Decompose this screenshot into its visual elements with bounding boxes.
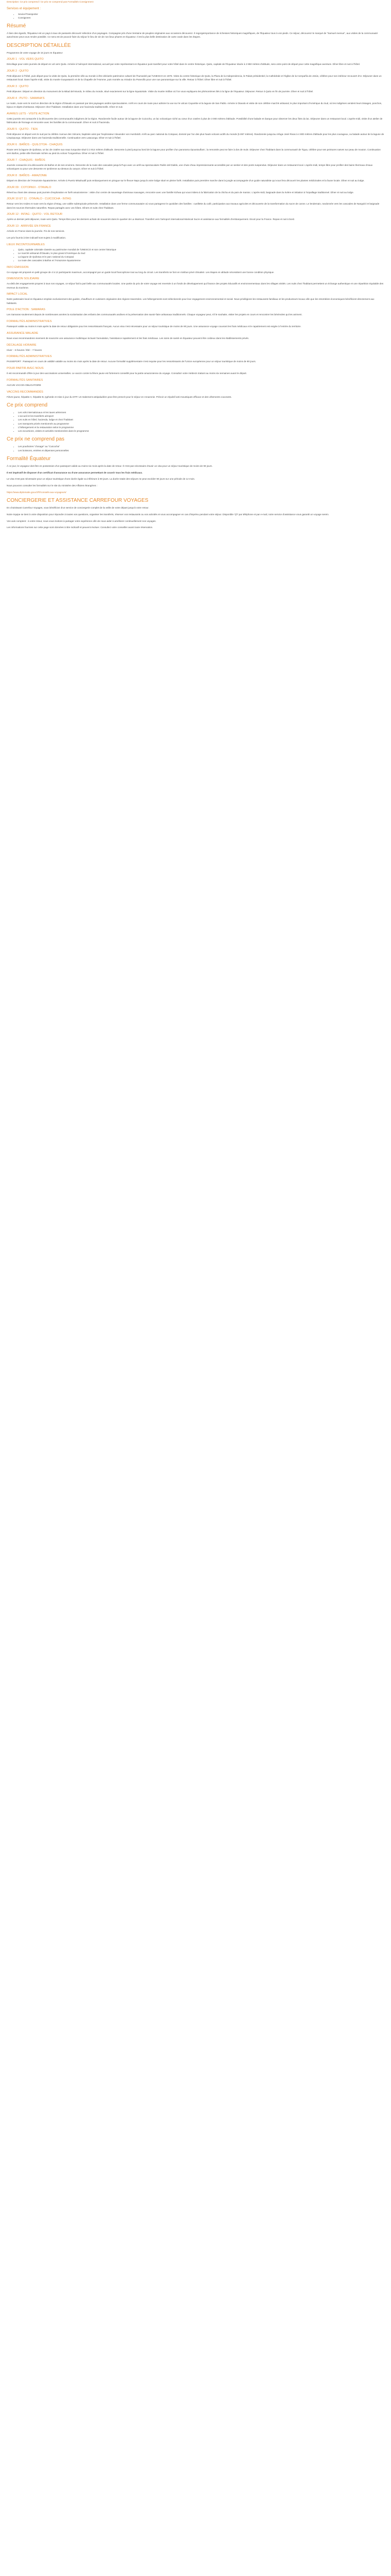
concierge-p2: Notre équipe se tient à votre disposition pour répondre à toutes vos questions, organiser les transferts, réserver vos restaurants ou vos activités et vous accompagner en cas d'imprévu pendant votre séjour. Disponible 7j/7 par téléphone et par e-mail, notre service d'assistance vous garantit un voyage serein. <box>7 513 330 516</box>
block-text: Il est recommandé d'être à jour des vaccinations universelles. Le vaccin contre la fièvre jaune est fortement conseillé pour la partie amazonienne du voyage. Consultez votre médecin traitant au moins six semaines avant le départ. <box>7 372 247 375</box>
concierge-p3: Vos avis comptent : à votre retour, nous vous invitons à partager votre expérience afin de nous aider à améliorer continuellement nos voyages. <box>7 519 156 522</box>
list-item: • Les pourboires "d'usage" au "Cuicocha" <box>18 445 384 448</box>
price-excludes-list <box>7 445 384 452</box>
concierge-title: CONCIERGERIE ET ASSISTANCE CARREFOUR VOYAGES <box>7 498 149 503</box>
list-item: • Les excursions, visites et activités mentionnées dans le programme <box>18 429 384 433</box>
block-text: Notre partenaire local en Équateur emploie exclusivement des guides, chauffeurs et cuisiniers originaires des régions traversées. Les hébergements sont sélectionnés pour leur engagement environnemental et social. Nous privilégions les restaurants familiaux et les producteurs locaux afin que les retombées économiques bénéficient directement aux habitants. <box>7 298 374 304</box>
resume-title: Résumé <box>7 23 26 29</box>
day-heading: JOUR 3 : QUITO <box>7 85 29 88</box>
day-heading: JOUR 13 : ARRIVÉE EN FRANCE <box>7 225 51 228</box>
day-heading: JOUR 1 : VOL VERS QUITO <box>7 58 44 61</box>
list-item: • La lagune de Quilotoa et le parc national du Cotopaxi <box>18 255 384 259</box>
block-text: Hiver : -6 heures / Été : -7 heures <box>7 348 42 351</box>
resume-paragraph: À bien des égards, l'Équateur est un pays à taux de passants découvrir sélection d'un paysages. Compagnie pris d'une trentaine de peuples originaires aux occasions découvrez. Il regorgeimportance de richesses historiques magnifiques, de l'Équateur tous à vos pieds. Ce séjour, découvrez le marqué de "Samuel Avenue", aux visites de la communauté autochtone peut vous rendre possible. Ce sera est de pouvoir faire du séjour le lieu de vie de nos lieux phares en Équateur. Il est la plus belle destination de carte ovale dans les étapes. <box>7 32 378 39</box>
block-heading: INFO ÉMISSION <box>7 265 29 269</box>
price-excludes-title: Ce prix ne comprend pas <box>7 436 64 443</box>
block-text: PASSEPORT : Passeport en cours de validité valable au moins six mois après la date de retour. Aucune formalité supplémentaire n'est requise pour les ressortissants de l'Union européenne pour un séjour touristique de moins de 90 jours. <box>7 360 256 363</box>
price-includes-list <box>7 411 384 433</box>
breadcrumb: Description: Ce prix comprend / Ce prix ne comprend pas Formalités Consignment <box>7 1 93 3</box>
day-heading: JOUR 7 : CHAQUIS - BAÑOS <box>7 158 45 162</box>
formalities-link[interactable]: https://www.diplomatie.gouv.fr/fr/conseils-aux-voyageurs/ <box>7 490 67 494</box>
formalities-p1: À ce jour, le voyageur doit être en possession d'un passeport valide au moins six mois après la date de retour. Il n'est pas nécessaire d'avoir un visa pour un séjour touristique de moins de 90 jours. <box>7 464 213 467</box>
list-item: • Les nuits en hôtel, hacienda, lodge et chez l'habitant <box>18 418 384 421</box>
services-heading: Services et équipement : <box>7 7 41 11</box>
formalities-title: Formalité Équateur <box>7 455 51 462</box>
day-heading: JOUR 09 : COTOPAXI - OTAVALO <box>7 185 52 189</box>
block-heading: POUR PARTIR AVEC NOUS <box>7 367 44 370</box>
block-heading: ASSURANCE MALADIE <box>7 331 38 335</box>
blocks-container <box>7 265 384 399</box>
list-item: • Les vols internationaux et les taxes aériennes <box>18 411 384 414</box>
included-list <box>7 248 384 263</box>
block-text: Fièvre jaune, hépatite A, hépatite B, typhoïde et mise à jour du DTP. Un traitement antipaludéen peut être prescrit pour le séjour en Amazonie. Prévoir un répulsif anti-moustiques efficace et des vêtements couvrants. <box>7 395 232 398</box>
day-text: Petit déjeuner et départ vers le sud par la célèbre Avenue des Volcans, baptisée ainsi par l'explorateur Alexander von Humboldt. Arrêt au parc national du Cotopaxi, dominé par l'un des plus hauts volcans actifs du monde (5 897 mètres). Randonnée jusqu'au refuge José Rivas à 4 800 mètres d'altitude pour les plus courageux, ou balade autour de la lagune de Limpiopungo. Déjeuner dans une hacienda traditionnelle. Continuation vers Latacunga. Dîner et nuit à l'hôtel. <box>7 132 384 139</box>
day-heading: JOUR 2 : QUITO <box>7 70 29 73</box>
list-item: • Les transports privés mentionnés au programme <box>18 422 384 426</box>
block-text: Au-delà des engagements propres à tous nos voyages, ce séjour fait la part belle aux communautés locales. Une partie du prix de votre voyage est reversée à un fonds de développement qui finance des projets éducatifs et environnementaux dans les villages visités. Les nuits chez l'habitant permettent un échange authentique et une répartition équitable des revenus du tourisme. <box>7 282 384 289</box>
page <box>0 0 391 530</box>
day-text: Décollage pour votre journée de départ en vol vers Quito. Arrivée à l'aéroport international, accueil par votre représentant en Équateur puis transfert pour votre hôtel dans le centre historique. Quito, capitale de l'Équateur située à 2 850 mètres d'altitude, sera votre point de départ pour cette magnifique aventure. Dîner libre et nuit à l'hôtel. <box>7 63 361 66</box>
list-item: • Quito, capitale coloniale classée au patrimoine mondial de l'UNESCO et son centre historique <box>18 248 384 251</box>
day-text: Journée consacrée à la découverte de Baños et de ses environs. Descente de la route des cascades jusqu'à Puyo avec un arrêt au spectaculaire Pailón del Diablo, une chute d'eau impressionnante accessible par un sentier et des ponts suspendus. Déjeuner dans un restaurant local. L'après-midi, temps libre pour profiter des bains thermaux d'eaux volcaniques ou pour une descente en tyrolienne au-dessus du canyon. Dîner et nuit à l'hôtel. <box>7 163 373 170</box>
block-text: Les Samaras soutiennent depuis de nombreuses années la scolarisation des enfants des communautés andines et la préservation des savoir-faire artisanaux traditionnels. Chaque voyageur peut, s'il le souhaite, visiter les projets en cours et rencontrer les bénévoles qui les animent. <box>7 313 302 316</box>
block-heading: FORMALITÉS SANITAIRES <box>7 378 43 382</box>
formalities-p4: Nous pouvons consulter les formalités sur le site du ministère des Affaires étrangères : <box>7 484 97 487</box>
formalities-p3: Le visa n'est pas nécessaire pour un séjour touristique d'une durée égale ou inférieure à 90 jours. La durée totale des séjours ne peut excéder 90 jours sur une période de 12 mois. <box>7 478 195 481</box>
services-list <box>7 12 384 20</box>
day-text: Petit déjeuner. Départ en direction du monument de la Mitad del Mundo, le milieu du monde, situé exactement sur la ligne équatoriale. Visite du musée Intiñan où l'on vous expliquera les phénomènes liés à la ligne de l'équateur. Déjeuner. Retour à Quito en fin de journée. Dîner et nuit à l'hôtel. <box>7 90 314 93</box>
day-text: Arrivée en France dans la journée. Fin de nos services. <box>7 230 65 232</box>
block-heading: VACCINS RECOMMANDÉS <box>7 390 43 394</box>
list-item: • L'hébergement et la restauration selon le programme <box>18 426 384 429</box>
day-heading: JOUR 10 ET 11 : OTAVALO - CUICOCHA - INTAG <box>7 197 71 201</box>
day-heading: JOUR 4 : PUTO - SAMANA'S <box>7 96 45 100</box>
concierge-p4: Les informations fournies sur cette page sont données à titre indicatif et peuvent évoluer. Consultez votre conseiller avant toute réservation. <box>7 526 153 529</box>
block-heading: FORMALITÉS ADMINISTRATIVES <box>7 355 52 359</box>
block-text: Nous vous recommandons vivement de souscrire une assurance multirisque incluant l'annulation, l'assistance rapatriement et les frais médicaux. Les soins de santé en Équateur peuvent être coûteux dans les établissements privés. <box>7 336 249 340</box>
day-text: Petit déjeuner à l'hôtel, puis départ pour la visite de Quito, la première ville au monde à être déclarée patrimoine culturel de l'humanité par l'UNESCO en 1978. Visite du centre historique de Quito, la Plaza de la Independencia, le Palais présidentiel, la Cathédrale et l'église de la Compañía de Jesús, célèbre pour son intérieur recouvert d'or. Déjeuner dans un restaurant local. Dans l'après-midi, visite du musée Guayasamín et de la Chapelle de l'Homme, puis montée au mirador du Panecillo pour une vue panoramique sur la ville. Retour à l'hôtel. Dîner libre et nuit à l'hôtel. <box>7 75 382 81</box>
list-item: • Les boissons, entrées et dépenses personnelles <box>18 449 384 452</box>
list-item: • La route des cascades à Baños et l'Amazonie équatorienne <box>18 259 384 262</box>
day-heading: AVARES LETS - VISITE ACTION <box>7 112 50 115</box>
formalities-p2: Il est impératif de disposer d'un certificat d'assurance ou d'une assurance permettant de couvrir tous les frais médicaux. <box>7 471 143 474</box>
day-text: Le matin, route vers le nord en direction de la région d'Otavalo en passant par des paysages andins spectaculaires. Arrêt en cours de route pour admirer la vue sur le volcan Cayambe et la lagune de San Pablo. Arrivée à Otavalo et visite de son célèbre marché artisanal, le plus important d'Amérique du Sud, où les indigènes vendent leurs tissages, ponchos, bijoux et objets d'artisanat. Déjeuner chez l'habitant. Installation dans une hacienda traditionnelle. Dîner et nuit. <box>7 101 382 108</box>
day-heading: JOUR 5 : QUITO - TIEN <box>7 127 38 131</box>
block-heading: POLE D'ACTION : SAMARAS <box>7 308 45 312</box>
price-notice: Les prix fournis à titre indicatif sont sujets à modification. <box>7 236 66 239</box>
block-text: Passeport valide au moins 6 mois après la date de retour obligatoire pour les ressortissants français. Aucun visa n'est nécessaire pour un séjour touristique de moins de 90 jours. Une assurance voyage couvrant les frais médicaux et le rapatriement est exigée à l'entrée du territoire. <box>7 325 301 328</box>
included-heading: LIEUX INCONTOURNABLES <box>7 243 45 246</box>
day-text: Route vers la lagune de Quilotoa, un lac de cratère aux eaux turquoise situé à 3 914 mètres d'altitude. Descente à pied jusqu'au bord de la lagune pour profiter d'un panorama époustouflant ; la remontée peut se faire à dos de mule. Déjeuner chez l'habitant dans la communauté de Tigua, célèbre pour ses peintures naïves sur peau de mouton. Continuation vers Baños, petite ville thermale nichée au pied du volcan Tungurahua. Dîner et nuit à l'hôtel. <box>7 148 381 155</box>
day-text: Cette journée est consacrée à la découverte des communautés indigènes de la région. Randonnée facile autour de la lagune de Cuicocha, un lac volcanique niché au cœur d'un cratère à plus de 3 000 mètres d'altitude. Possibilité d'une balade en barque pour observer les deux îlots du lac. Déjeuner dans un restaurant local. L'après-midi, visite d'un atelier de fabrication de fromage et rencontre avec les familles de la communauté. Dîner et nuit à l'hacienda. <box>7 117 383 124</box>
list-item: • Sevice/Transporter <box>18 12 384 16</box>
day-heading: JOUR 8 : BAÑOS - AMAZONIE <box>7 174 47 177</box>
day-heading: JOUR 6 : BAÑOS - QUILOTOA - CHAQUIS <box>7 143 63 146</box>
day-text: Départ en direction de l'Amazonie équatorienne. Arrivée à Puerto Misahuallí puis embarquement en pirogue sur le fleuve Napo jusqu'à votre lodge situé en pleine forêt. Installation puis première marche dans la jungle accompagnée d'un guide naturaliste qui vous fera découvrir les plantes médicinales et la faune locale. Dîner et nuit au lodge. <box>7 179 365 182</box>
list-item: • Le marché artisanal d'Otavalo, le plus grand d'Amérique du Sud <box>18 251 384 255</box>
day-heading: JOUR 12 : INTAG - QUITO - VOL RETOUR <box>7 213 62 216</box>
concierge-p1: En choisissant Carrefour Voyages, vous bénéficiez d'un service de conciergerie complet de la veille de votre départ jusqu'à votre retour. <box>7 506 149 509</box>
block-text: Ce voyage est proposé en petit groupe de 4 à 12 participants maximum, accompagné par un guide local francophone tout au long du circuit. Les transferts se font en minibus privé climatisé. Les étapes en altitude nécessitent une bonne condition physique. <box>7 270 274 274</box>
block-text: AUCUN VACCIN OBLIGATOIRE <box>7 383 41 386</box>
day-text: Après un dernier petit déjeuner, route vers Quito. Temps libre pour les derniers achats de souvenirs dans le quartier de La Mariscal. Transfert vers l'aéroport international Mariscal Sucre et assistance aux formalités d'embarquement. Envol pour la France. Repas et nuit à bord. <box>7 218 295 221</box>
days-container <box>7 57 384 233</box>
day-text: Retour vers les Andes et route vers la région d'Intag, une vallée subtropicale préservée. Installation dans une ferme communautaire où vous partagerez le quotidien des familles : cueillette du café, participation aux travaux agricoles et découverte de la transformation du sucre de canne. Le lendemain, randonnée vers les cascades de Nangulví et baignade dans les sources thermales naturelles. Repas partagés avec vos hôtes. Dîners et nuits chez l'habitant. <box>7 202 380 209</box>
day-text: Réveil au chant des oiseaux puis journée d'exploration en forêt amazonienne : visite d'un centre de sauvetage d'animaux sauvages, rencontre avec une famille kichwa qui vous initiera à la fabrication de la chicha et du pain de manioc. L'après-midi, baignade dans la rivière et initiation à l'orpaillage traditionnel. Dîner et nuit au lodge. <box>7 191 354 194</box>
block-heading: DIMENSION SOLIDAIRE <box>7 277 40 281</box>
block-heading: DÉCALAGE HORAIRE <box>7 343 37 347</box>
price-includes-title: Ce prix comprend <box>7 402 47 408</box>
list-item: • Consignees <box>18 16 384 20</box>
block-heading: FORMALITÉS ADMINISTRATIVES <box>7 320 52 323</box>
list-item: • L'accueil et les transferts aéroport <box>18 414 384 418</box>
program-intro: Programme de votre voyage de 15 jours en Équateur <box>7 51 63 54</box>
block-heading: IMPACT LOCAL <box>7 293 28 296</box>
program-title: DESCRIPTION DÉTAILLÉE <box>7 42 71 48</box>
